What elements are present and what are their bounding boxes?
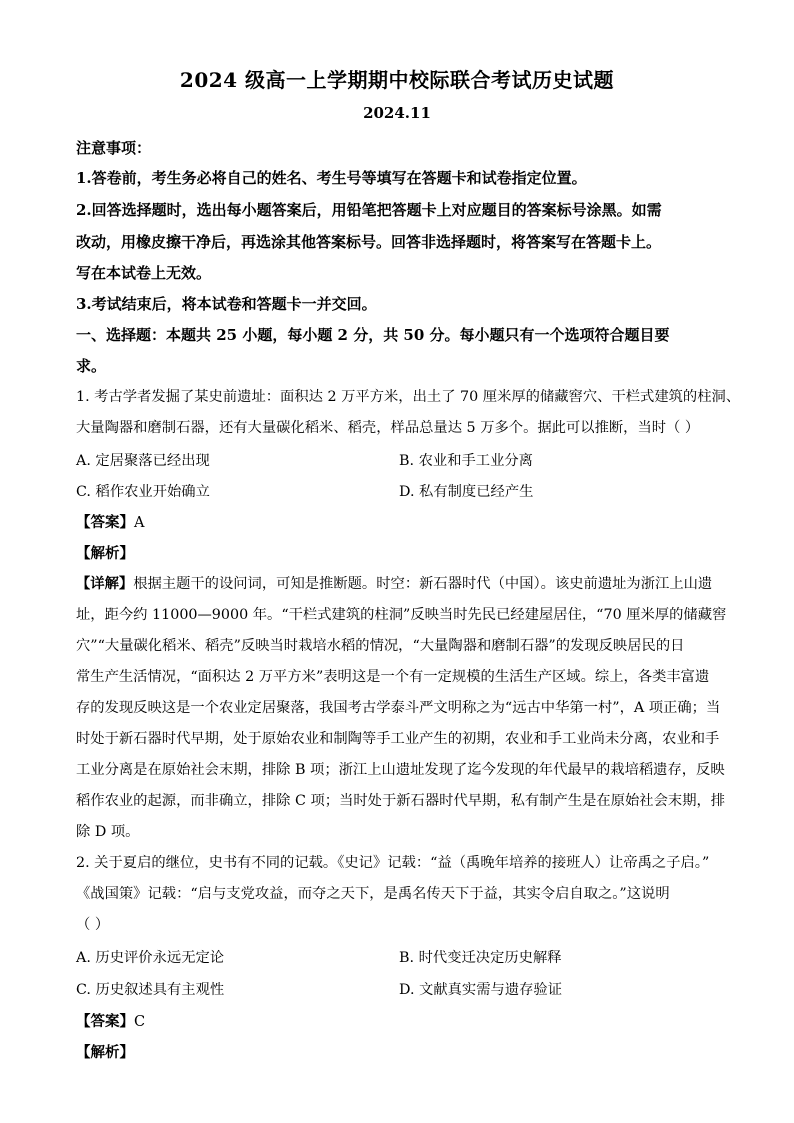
notice-item-2-line-3: 写在本试卷上无效。 [76,264,212,282]
notice-heading: 注意事项： [76,139,152,157]
q1-detail-line-7: 工业分离是在原始社会末期，排除 B 项；浙江上山遗址发现了迄今发现的年代最早的栽培稻遗存，反映 [76,762,725,778]
q2-option-c: C. 历史叙述具有主观性 [76,982,225,998]
q1-detail-line-3: 穴”“大量碳化稻米、稻壳”反映当时栽培水稻的情况，“大量陶器和磨制石器”的发现反映居民的日 [76,638,685,654]
section-heading-line-2: 求。 [76,357,107,375]
q1-detail-line-4: 常生产生活情况，“面积达 2 万平方米”表明这是一个有一定规模的生活生产区域。综上，各类丰富遗 [76,669,710,685]
q1-answer-value: A [134,515,145,531]
q2-option-b: B. 时代变迁决定历史解释 [399,950,562,966]
q2-answer-value: C [134,1014,146,1030]
q1-option-b: B. 农业和手工业分离 [399,453,533,469]
q2-option-d: D. 文献真实需与遗存验证 [399,982,563,998]
q1-stem-line-1: 1. 考古学者发掘了某史前遗址：面积达 2 万平方米，出土了 70 厘米厚的储藏窖穴、干栏式建筑的柱洞、 [76,389,741,405]
q1-detail-line-5: 存的发现反映这是一个农业定居聚落，我国考古学泰斗严文明称之为“远古中华第一村”，A 项正确；当 [76,700,721,716]
section-heading-line-1: 一、选择题：本题共 25 小题，每小题 2 分，共 50 分。每小题只有一个选项符合题目要 [76,326,670,344]
q2-analysis-label [76,1041,134,1062]
q2-answer-label: 【答案】 [76,1013,134,1030]
q1-detail-line-1 [76,573,726,593]
q1-stem-line-2: 大量陶器和磨制石器，还有大量碳化稻米、稻壳，样品总量达 5 万多个。据此可以推断，当时（ ） [76,420,700,436]
q1-detail-line-9: 除 D 项。 [76,824,140,840]
q2-option-a: A. 历史评价永远无定论 [76,950,225,966]
q1-detail-label: 【详解】 [76,576,134,592]
notice-item-1: 1.答卷前，考生务必将自己的姓名、考生号等填写在答题卡和试卷指定位置。 [76,169,587,187]
exam-date: 2024.11 [363,104,431,122]
notice-item-2-line-1: 2.回答选择题时，选出每小题答案后，用铅笔把答题卡上对应题目的答案标号涂黑。如需 [76,201,662,219]
q1-option-c: C. 稻作农业开始确立 [76,484,210,500]
q2-stem-line-3: （ ） [76,917,110,933]
q1-option-d: D. 私有制度已经产生 [399,484,534,500]
page-title: 2024 级高一上学期期中校际联合考试历史试题 [179,68,615,92]
q1-option-a: A. 定居聚落已经出现 [76,453,210,469]
q1-answer-label: 【答案】 [76,514,134,531]
notice-item-2-line-2: 改动，用橡皮擦干净后，再选涂其他答案标号。回答非选择题时，将答案写在答题卡上。 [76,233,662,251]
notice-item-3: 3.考试结束后，将本试卷和答题卡一并交回。 [76,295,377,313]
q2-stem-line-2: 《战国策》记载：“启与支党攻益，而夺之天下，是禹名传天下于益，其实令启自取之。”这说明 [76,886,670,902]
q1-detail-line-2: 址，距今约 11000—9000 年。“干栏式建筑的柱洞”反映当时先民已经建屋居住，“70 厘米厚的储藏窖 [76,607,727,623]
q1-analysis-label [76,542,134,563]
q1-detail-line-8: 稻作农业的起源，而非确立，排除 C 项；当时处于新石器时代早期，私有制产生是在原始社会末期，排 [76,793,726,809]
q1-analysis-label-text: 【解析】 [76,545,134,562]
q2-stem-line-1: 2. 关于夏启的继位，史书有不同的记载。《史记》记载：“益（禹晚年培养的接班人）让帝禹之子启。” [76,855,710,871]
q2-answer [76,1010,145,1031]
q1-answer [76,511,144,532]
q2-analysis-label-text: 【解析】 [76,1044,134,1061]
q1-detail-text-1: 根据主题干的设问词，可知是推断题。时空：新石器时代（中国）。该史前遗址为浙江上山遗 [133,576,713,592]
q1-detail-line-6: 时处于新石器时代早期，处于原始农业和制陶等手工业产生的初期，农业和手工业尚未分离，农业和手 [76,731,720,747]
